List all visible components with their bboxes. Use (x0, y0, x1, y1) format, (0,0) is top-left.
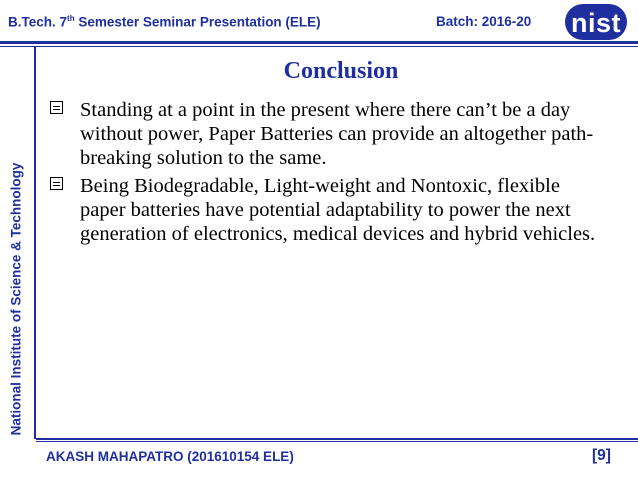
footer-divider (36, 438, 638, 440)
footer-divider-thin (36, 441, 638, 442)
bullet-item (48, 98, 608, 170)
bullet-item (48, 174, 608, 246)
header-title-prefix: B.Tech. 7 (8, 14, 68, 30)
header-divider-thin (0, 46, 638, 47)
footer-author: AKASH MAHAPATRO (201610154 ELE) (46, 449, 294, 464)
sidebar-divider (34, 47, 36, 439)
checkbox-bullet-icon (50, 101, 63, 114)
slide-header (0, 0, 638, 44)
sidebar (0, 47, 32, 447)
bullet-list (48, 98, 608, 250)
checkbox-bullet-icon (50, 177, 63, 190)
nist-logo (563, 2, 629, 42)
page-number: [9] (592, 447, 611, 464)
header-divider (0, 41, 638, 44)
header-batch: Batch: 2016-20 (436, 14, 532, 29)
header-title (8, 14, 321, 30)
bullet-text: Being Biodegradable, Light-weight and Nontoxic, flexible paper batteries have potential adaptability to power the next generation of electronics, medical devices and hybrid vehicles. (80, 175, 596, 245)
logo-text: nist (570, 8, 622, 38)
institute-name: National Institute of Science & Technology (8, 162, 24, 436)
header-title-superscript: th (67, 14, 75, 23)
bullet-text: Standing at a point in the present where there can’t be a day without power, Paper Batteries can provide an altogether path-breaking solution to the same. (80, 99, 594, 169)
header-title-suffix: Semester Seminar Presentation (ELE) (74, 14, 321, 30)
slide-heading: Conclusion (283, 58, 399, 84)
